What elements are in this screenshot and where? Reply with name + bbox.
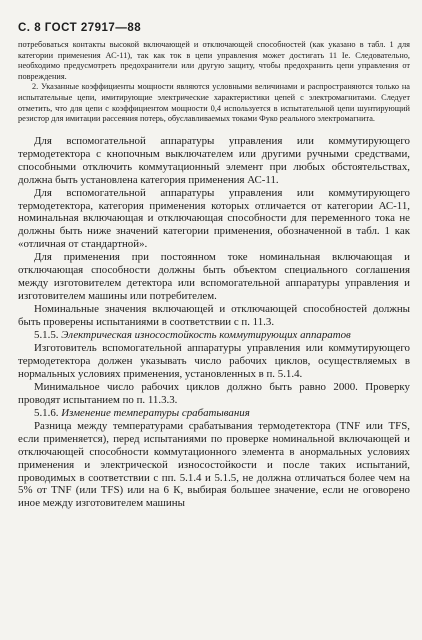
section-heading-5-1-6 — [18, 407, 410, 420]
section-title: Электрическая износостойкость коммутирующих аппаратов — [61, 329, 351, 342]
paragraph: Минимальное число рабочих циклов должно быть равно 2000. Проверку проводят испытанием по п. 11.3.3. — [18, 380, 410, 406]
table-notes — [18, 40, 410, 125]
note-continuation: потребоваться контакты высокой включающей и отключающей способностей (как указано в табл. 1 для категории применения АС-11), так как ток в цепи управления может достигать 11 Iе. Следовательно, необходимо предусмотреть предохранители или другую защиту, чтобы предохранить цепи управления от повреждения. — [18, 40, 410, 81]
paragraph: Для вспомогательной аппаратуры управления или коммутирующего термодетектора с кнопочным выключателем или другими ручными средствами, способными отключить коммутационный элемент при любых обстоятельствах, должна быть установлена категория применения АС-11. — [18, 134, 410, 186]
paragraph: Для вспомогательной аппаратуры управления или коммутирующего термодетектора, категория применения которых отличается от категории АС-11, номинальная включающая и отключающая способности для переменного тока не должны быть ниже значений категории применения, обозначенной в табл. 1 как «отличная от стандартной». — [18, 186, 410, 251]
paragraph: Для применения при постоянном токе номинальная включающая и отключающая способности должны быть объектом специального соглашения между изготовителем детектора или вспомогательной аппаратуры управления и изготовителем машины или потребителем. — [18, 251, 410, 303]
paragraph: Разница между температурами срабатывания термодетектора (TNF или TFS, если применяется), перед испытаниями по проверке номинальной включающей и отключающей способности коммутационного элемента в анормальных условиях применения и электрической износостойкости и после таких испытаний, проводимых в соответствии с пп. 5.1.4 и 5.1.5, не должна отличаться более чем на 5% от TNF (или TFS) или на 6 К, выбирая большее значение, если не оговорено иное между изготовителем машины — [18, 419, 410, 510]
section-number: 5.1.5. — [34, 329, 59, 342]
paragraph: Номинальные значения включающей и отключающей способностей должны быть проверены испытаниями в соответствии с п. 11.3. — [18, 303, 410, 329]
section-number: 5.1.6. — [34, 406, 59, 419]
note-2: 2. Указанные коэффициенты мощности являются условными величинами и распространяются только на испытательные цепи, имитирующие электрические характеристики цепей с электромагнитами. Следует отметить, что для цепи с коэффициентом мощности 0,4 используется в испытательной цепи шунтирующий резистор для имитации рассеяния потерь, обуславливаемых токами Фуко реального электромагнита. — [18, 82, 410, 124]
section-heading-5-1-5 — [18, 329, 410, 342]
main-text — [18, 135, 410, 511]
page-header: С. 8 ГОСТ 27917—88 — [18, 22, 142, 34]
paragraph: Изготовитель вспомогательной аппаратуры управления или коммутирующего термодетектора должен указывать число рабочих циклов, осуществляемых в нормальных условиях применения, установленных в п. 5.1.4. — [18, 342, 410, 380]
section-title: Изменение температуры срабатывания — [61, 406, 250, 419]
document-page — [18, 22, 410, 510]
